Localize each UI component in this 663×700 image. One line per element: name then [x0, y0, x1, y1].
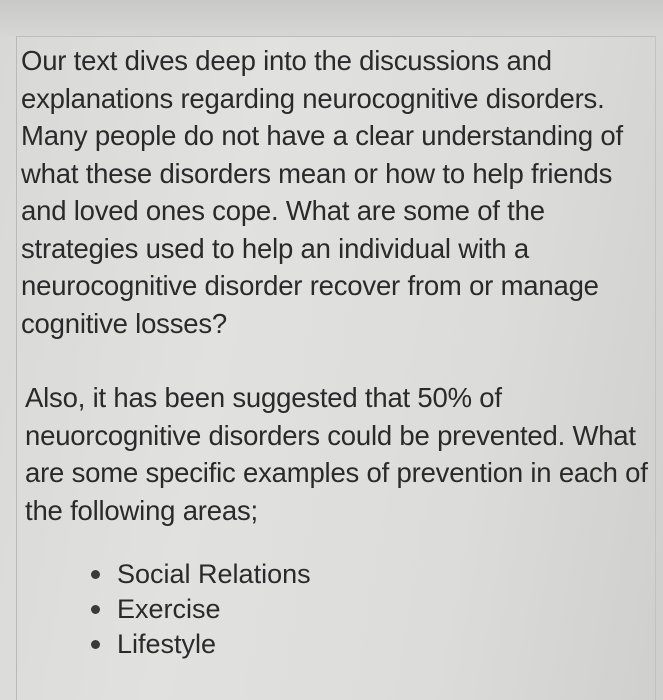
question-text-box [16, 36, 656, 700]
list-item [91, 627, 311, 662]
list-item-label: Social Relations [117, 559, 311, 589]
list-item [91, 592, 311, 627]
bullet-icon [91, 605, 100, 614]
paragraph-2: Also, it has been suggested that 50% of neuorcognitive disorders could be prevented. What are some specific examples of prevention in each of the following areas; [25, 382, 648, 526]
list-item-label: Exercise [117, 594, 221, 624]
list-item [91, 557, 311, 592]
bullet-icon [91, 570, 100, 579]
paragraph-1: Our text dives deep into the discussions and explanations regarding neurocognitive disorders. Many people do not have a clear understanding of what these disorders mean or how to help friends and loved ones cope. What are some of the strategies used to help an individual with a neurocognitive disorder recover from or manage cognitive losses? [21, 45, 623, 339]
prevention-areas-list [91, 557, 311, 662]
bullet-icon [91, 640, 100, 649]
list-item-label: Lifestyle [117, 629, 217, 659]
top-edge-strip [0, 0, 663, 36]
